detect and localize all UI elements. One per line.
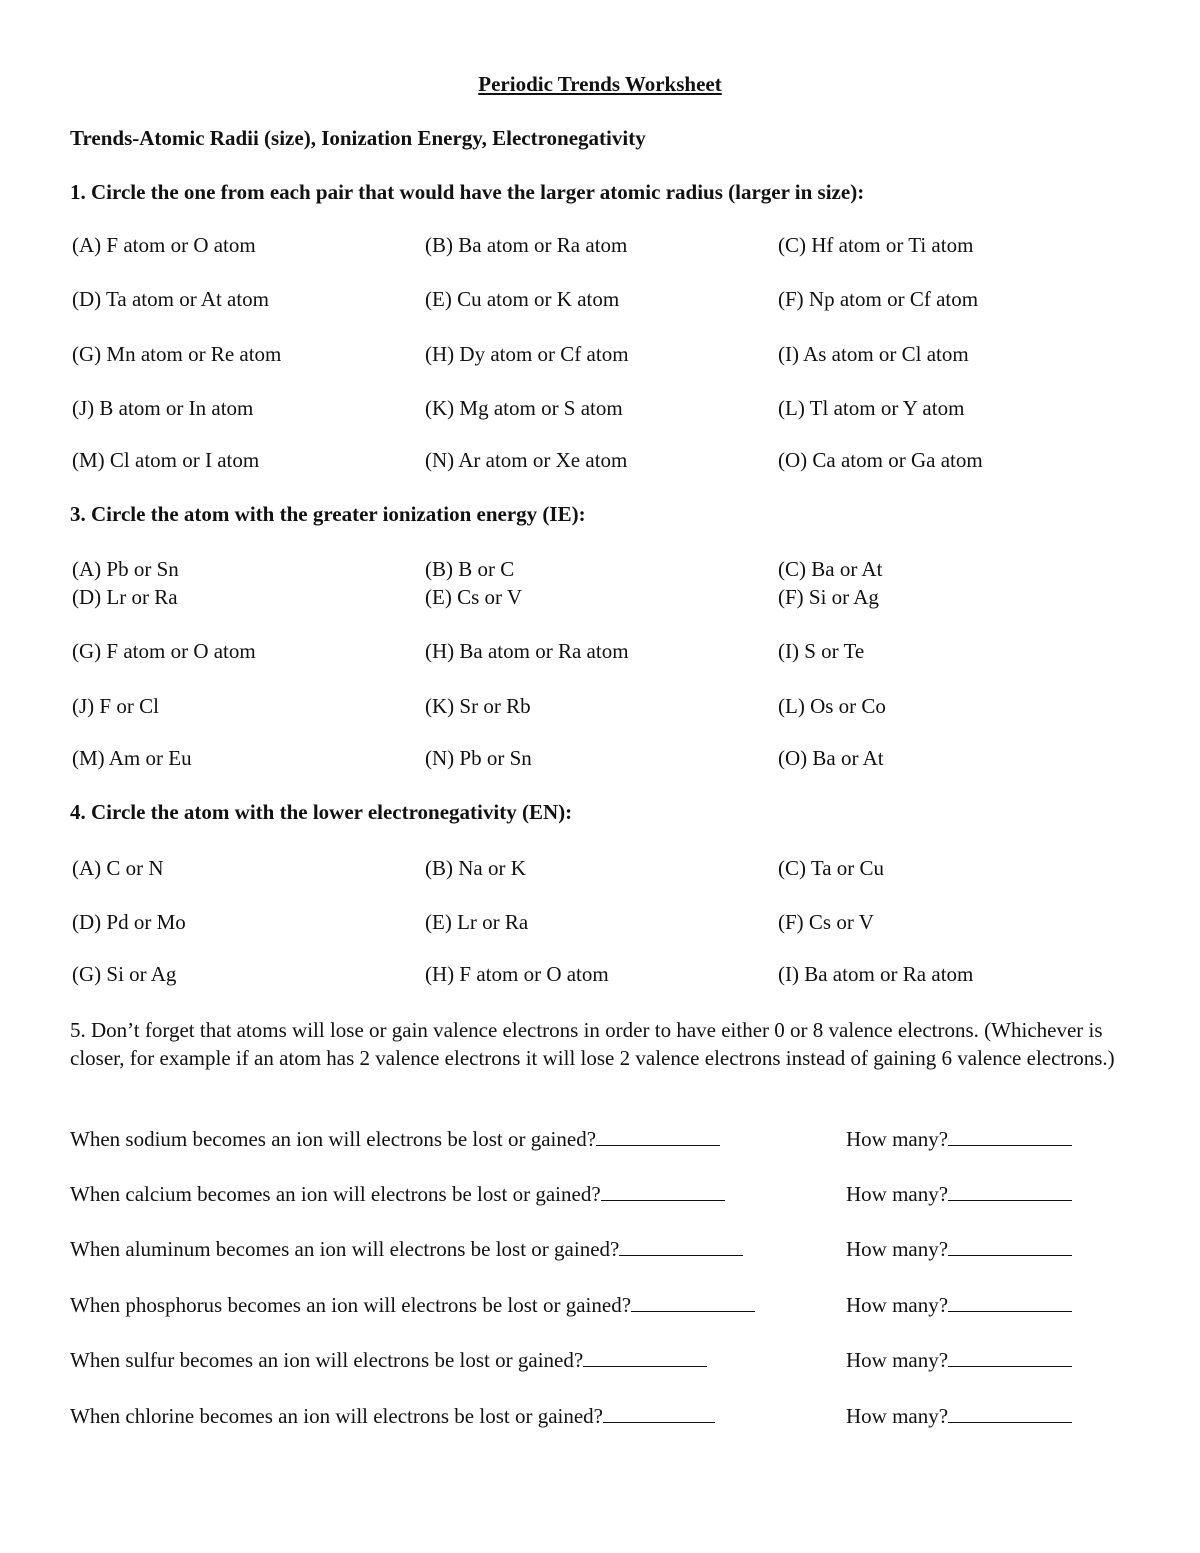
how-many-label: How many?	[846, 1293, 949, 1317]
q4-item[interactable]: (E) Lr or Ra	[425, 910, 529, 934]
q1-heading: 1. Circle the one from each pair that would have the larger atomic radius (larger in size):	[70, 180, 865, 204]
q5-question-text: When chlorine becomes an ion will electrons be lost or gained?	[70, 1404, 603, 1428]
how-many-row	[846, 1293, 1072, 1318]
how-many-blank[interactable]	[948, 1404, 1072, 1423]
how-many-row	[846, 1237, 1072, 1262]
how-many-label: How many?	[846, 1237, 949, 1261]
answer-blank[interactable]	[619, 1237, 743, 1256]
answer-blank[interactable]	[583, 1348, 707, 1367]
q1-item[interactable]: (D) Ta atom or At atom	[72, 287, 270, 311]
q5-question-row	[70, 1404, 715, 1429]
q1-item[interactable]: (L) Tl atom or Y atom	[778, 396, 965, 420]
q5-question-row	[70, 1348, 707, 1373]
worksheet-subtitle: Trends-Atomic Radii (size), Ionization Energy, Electronegativity	[70, 126, 646, 150]
q4-item[interactable]: (A) C or N	[72, 856, 164, 880]
q5-question-text: When phosphorus becomes an ion will electrons be lost or gained?	[70, 1293, 632, 1317]
q5-question-text: When calcium becomes an ion will electrons be lost or gained?	[70, 1182, 601, 1206]
q3-item[interactable]: (M) Am or Eu	[72, 746, 192, 770]
q4-item[interactable]: (B) Na or K	[425, 856, 526, 880]
q1-item[interactable]: (E) Cu atom or K atom	[425, 287, 620, 311]
q5-question-text: When aluminum becomes an ion will electrons be lost or gained?	[70, 1237, 620, 1261]
q1-item[interactable]: (C) Hf atom or Ti atom	[778, 233, 974, 257]
q1-item[interactable]: (B) Ba atom or Ra atom	[425, 233, 628, 257]
q3-item[interactable]: (K) Sr or Rb	[425, 694, 531, 718]
q1-item[interactable]: (I) As atom or Cl atom	[778, 342, 969, 366]
q3-item[interactable]: (G) F atom or O atom	[72, 639, 256, 663]
q5-instructions: 5. Don’t forget that atoms will lose or gain valence electrons in order to have either 0 or 8 valence electrons. (Whichever is closer, for example if an atom has 2 valence electrons it will lose 2 valence electrons instead of gaining 6 valence electrons.)	[70, 1018, 1115, 1070]
q1-item[interactable]: (J) B atom or In atom	[72, 396, 254, 420]
how-many-blank[interactable]	[948, 1348, 1072, 1367]
q4-item[interactable]: (F) Cs or V	[778, 910, 874, 934]
answer-blank[interactable]	[601, 1182, 725, 1201]
q3-item[interactable]: (I) S or Te	[778, 639, 865, 663]
q1-item[interactable]: (O) Ca atom or Ga atom	[778, 448, 983, 472]
q1-item[interactable]: (G) Mn atom or Re atom	[72, 342, 282, 366]
q5-question-row	[70, 1293, 755, 1318]
q3-heading: 3. Circle the atom with the greater ionization energy (IE):	[70, 502, 586, 526]
q3-item[interactable]: (C) Ba or At	[778, 557, 883, 581]
q4-item[interactable]: (G) Si or Ag	[72, 962, 177, 986]
q3-item[interactable]: (J) F or Cl	[72, 694, 159, 718]
q3-item[interactable]: (F) Si or Ag	[778, 585, 879, 609]
q1-item[interactable]: (H) Dy atom or Cf atom	[425, 342, 629, 366]
how-many-label: How many?	[846, 1404, 949, 1428]
answer-blank[interactable]	[603, 1404, 715, 1423]
q1-item[interactable]: (K) Mg atom or S atom	[425, 396, 623, 420]
q1-item[interactable]: (N) Ar atom or Xe atom	[425, 448, 628, 472]
how-many-row	[846, 1127, 1072, 1152]
q5-question-row	[70, 1182, 725, 1207]
q4-heading: 4. Circle the atom with the lower electronegativity (EN):	[70, 800, 573, 824]
q3-item[interactable]: (L) Os or Co	[778, 694, 886, 718]
q5-question-text: When sodium becomes an ion will electrons be lost or gained?	[70, 1127, 597, 1151]
q4-item[interactable]: (I) Ba atom or Ra atom	[778, 962, 974, 986]
q3-item[interactable]: (O) Ba or At	[778, 746, 884, 770]
q5-question-row	[70, 1127, 720, 1152]
how-many-blank[interactable]	[948, 1237, 1072, 1256]
q5-question-text: When sulfur becomes an ion will electrons be lost or gained?	[70, 1348, 584, 1372]
page-title: Periodic Trends Worksheet	[478, 72, 722, 96]
q4-item[interactable]: (C) Ta or Cu	[778, 856, 885, 880]
q1-item[interactable]: (F) Np atom or Cf atom	[778, 287, 979, 311]
q3-item[interactable]: (H) Ba atom or Ra atom	[425, 639, 629, 663]
q4-item[interactable]: (H) F atom or O atom	[425, 962, 609, 986]
q4-item[interactable]: (D) Pd or Mo	[72, 910, 186, 934]
q3-item[interactable]: (N) Pb or Sn	[425, 746, 532, 770]
how-many-row	[846, 1348, 1072, 1373]
how-many-label: How many?	[846, 1348, 949, 1372]
q5-question-row	[70, 1237, 743, 1262]
how-many-label: How many?	[846, 1182, 949, 1206]
q3-item[interactable]: (E) Cs or V	[425, 585, 523, 609]
how-many-label: How many?	[846, 1127, 949, 1151]
how-many-blank[interactable]	[948, 1127, 1072, 1146]
q3-item[interactable]: (D) Lr or Ra	[72, 585, 178, 609]
how-many-row	[846, 1182, 1072, 1207]
q1-item[interactable]: (M) Cl atom or I atom	[72, 448, 260, 472]
how-many-blank[interactable]	[948, 1182, 1072, 1201]
q3-item[interactable]: (A) Pb or Sn	[72, 557, 179, 581]
how-many-row	[846, 1404, 1072, 1429]
how-many-blank[interactable]	[948, 1293, 1072, 1312]
q1-item[interactable]: (A) F atom or O atom	[72, 233, 256, 257]
q3-item[interactable]: (B) B or C	[425, 557, 515, 581]
answer-blank[interactable]	[596, 1127, 720, 1146]
answer-blank[interactable]	[631, 1293, 755, 1312]
